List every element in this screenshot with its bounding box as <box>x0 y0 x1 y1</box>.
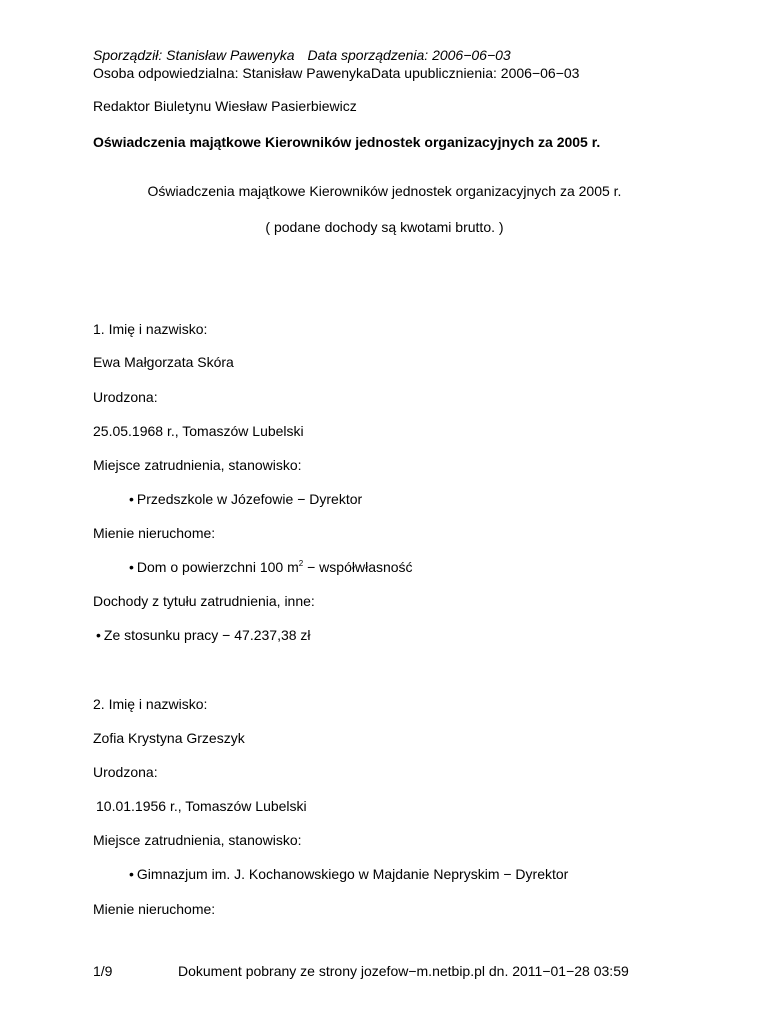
person-1-employment-label: Miejsce zatrudnienia, stanowisko: <box>93 457 302 473</box>
responsible-line: Osoba odpowiedzialna: Stanisław PawenykaData upublicznienia: 2006−06−03 <box>93 65 580 81</box>
person-1-property-suffix: − współwłasność <box>303 559 413 575</box>
document-subtitle: ( podane dochody są kwotami brutto. ) <box>265 219 504 235</box>
bullet-icon: • <box>129 491 134 507</box>
bullet-icon: • <box>129 559 134 575</box>
person-1-name-label: 1. Imię i nazwisko: <box>93 321 208 337</box>
document-heading: Oświadczenia majątkowe Kierowników jednostek organizacyjnych za 2005 r. <box>147 183 622 199</box>
header-prepared-line <box>93 47 511 63</box>
bullet-icon: • <box>129 866 134 882</box>
prepared-by: Sporządził: Stanisław Pawenyka <box>93 47 295 63</box>
person-2-name-label: 2. Imię i nazwisko: <box>93 696 208 712</box>
person-2-employment-item <box>129 866 568 882</box>
person-1-income: Ze stosunku pracy − 47.237,38 zł <box>103 627 311 643</box>
bulletin-editor: Redaktor Biuletynu Wiesław Pasierbiewicz <box>93 98 357 114</box>
prepared-date: Data sporządzenia: 2006−06−03 <box>307 47 511 63</box>
bullet-icon: • <box>96 627 101 643</box>
person-1-employment-item <box>129 491 362 507</box>
source-note: Dokument pobrany ze strony jozefow−m.netbip.pl dn. 2011−01−28 03:59 <box>178 963 629 979</box>
person-1-property-prefix: Dom o powierzchni 100 m <box>136 559 299 575</box>
person-2-employment: Gimnazjum im. J. Kochanowskiego w Majdanie Nepryskim − Dyrektor <box>136 866 569 882</box>
person-1-property-sup: 2 <box>298 559 304 568</box>
person-1-income-label: Dochody z tytułu zatrudnienia, inne: <box>93 593 315 609</box>
document-title: Oświadczenia majątkowe Kierowników jednostek organizacyjnych za 2005 r. <box>93 134 601 150</box>
person-1-income-item <box>96 627 311 643</box>
page-number: 1/9 <box>93 963 113 979</box>
person-1-property-label: Mienie nieruchome: <box>93 525 216 541</box>
person-2-property-label: Mienie nieruchome: <box>93 901 216 917</box>
person-2-born: 10.01.1956 r., Tomaszów Lubelski <box>96 798 307 814</box>
person-2-employment-label: Miejsce zatrudnienia, stanowisko: <box>93 832 302 848</box>
person-1-born-label: Urodzona: <box>93 389 158 405</box>
person-1-name: Ewa Małgorzata Skóra <box>93 354 234 370</box>
person-1-property-item <box>129 559 413 575</box>
person-2-name: Zofia Krystyna Grzeszyk <box>93 730 245 746</box>
person-1-born: 25.05.1968 r., Tomaszów Lubelski <box>93 423 304 439</box>
person-1-employment: Przedszkole w Józefowie − Dyrektor <box>136 491 363 507</box>
person-2-born-label: Urodzona: <box>93 764 158 780</box>
